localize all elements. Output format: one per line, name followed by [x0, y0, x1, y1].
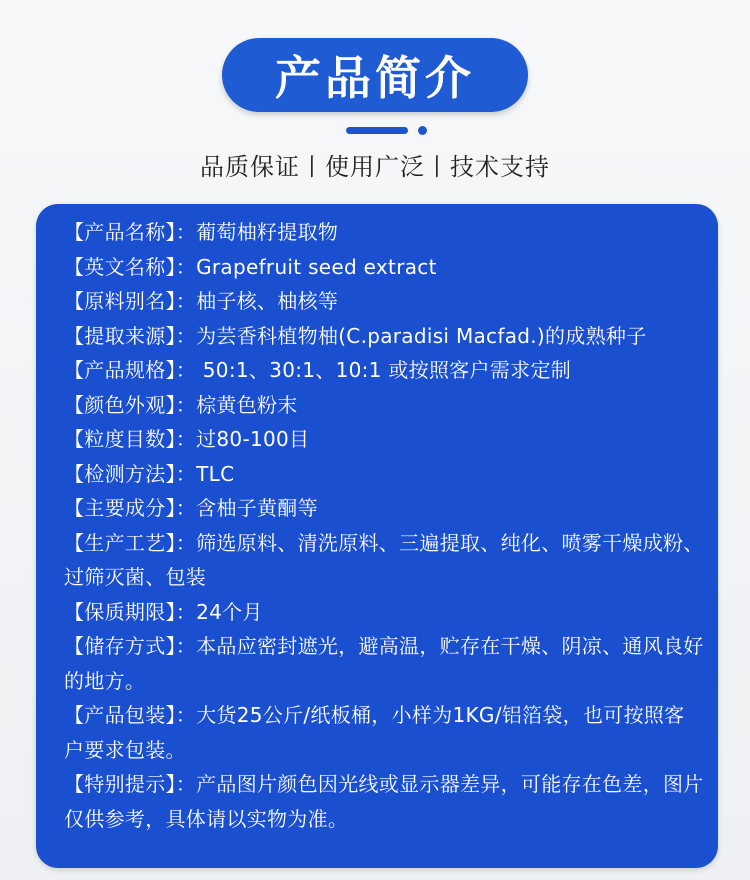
- info-label: 【产品规格】：: [64, 358, 197, 382]
- info-label: 【颜色外观】：: [64, 392, 197, 417]
- title-banner: [222, 38, 528, 112]
- info-value: 筛选原料、清洗原料、三遍提取、纯化、喷雾干燥成粉、过筛灭菌、包装: [64, 530, 704, 589]
- info-label: 【保质期限】：: [64, 599, 197, 624]
- info-label: 【检测方法】：: [64, 461, 197, 486]
- info-label: 【储存方式】：: [64, 634, 197, 658]
- info-row: [64, 767, 704, 836]
- info-value: 棕黄色粉末: [196, 392, 298, 417]
- info-label: 【产品包装】：: [64, 703, 197, 727]
- decorative-dot: [418, 126, 427, 135]
- product-info-panel: [36, 204, 718, 868]
- page-title: 产品简介: [275, 51, 475, 105]
- info-value: 50:1、30:1、10:1 或按照客户需求定制: [196, 358, 572, 382]
- info-value: 柚子核、柚核等: [196, 289, 339, 313]
- info-label: 【生产工艺】：: [64, 530, 197, 555]
- info-label: 【粒度目数】：: [64, 427, 197, 451]
- info-row: [64, 284, 704, 319]
- info-row: [64, 215, 704, 250]
- info-row: [64, 353, 704, 388]
- info-row: [64, 526, 704, 595]
- info-row: [64, 491, 704, 526]
- info-value: TLC: [196, 461, 235, 486]
- info-row: [64, 457, 704, 492]
- info-value: 过80-100目: [196, 427, 310, 451]
- info-value: 大货25公斤/纸板桶，小样为1KG/铝箔袋，也可按照客户要求包装。: [64, 703, 685, 762]
- info-list: [64, 215, 704, 836]
- info-row: [64, 595, 704, 630]
- info-row: [64, 698, 704, 767]
- info-value: 产品图片颜色因光线或显示器差异，可能存在色差，图片仅供参考，具体请以实物为准。: [64, 772, 704, 831]
- info-value: 为芸香科植物柚(C.paradisi Macfad.)的成熟种子: [196, 323, 647, 348]
- info-row: [64, 422, 704, 457]
- info-row: [64, 629, 704, 698]
- page-subtitle: 品质保证丨使用广泛丨技术支持: [200, 153, 550, 181]
- info-row: [64, 319, 704, 354]
- info-value: Grapefruit seed extract: [196, 254, 437, 279]
- info-label: 【英文名称】：: [64, 254, 197, 279]
- info-row: [64, 250, 704, 285]
- info-value: 本品应密封遮光，避高温，贮存在干燥、阴凉、通风良好的地方。: [64, 634, 704, 693]
- info-label: 【特别提示】：: [64, 772, 197, 796]
- info-label: 【产品名称】：: [64, 220, 197, 244]
- info-label: 【提取来源】：: [64, 323, 197, 348]
- info-value: 含柚子黄酮等: [196, 496, 318, 520]
- info-label: 【原料别名】：: [64, 289, 197, 313]
- info-row: [64, 388, 704, 423]
- info-label: 【主要成分】：: [64, 496, 197, 520]
- decorative-bar: [346, 127, 408, 134]
- info-value: 24个月: [196, 599, 263, 624]
- info-value: 葡萄柚籽提取物: [196, 220, 339, 244]
